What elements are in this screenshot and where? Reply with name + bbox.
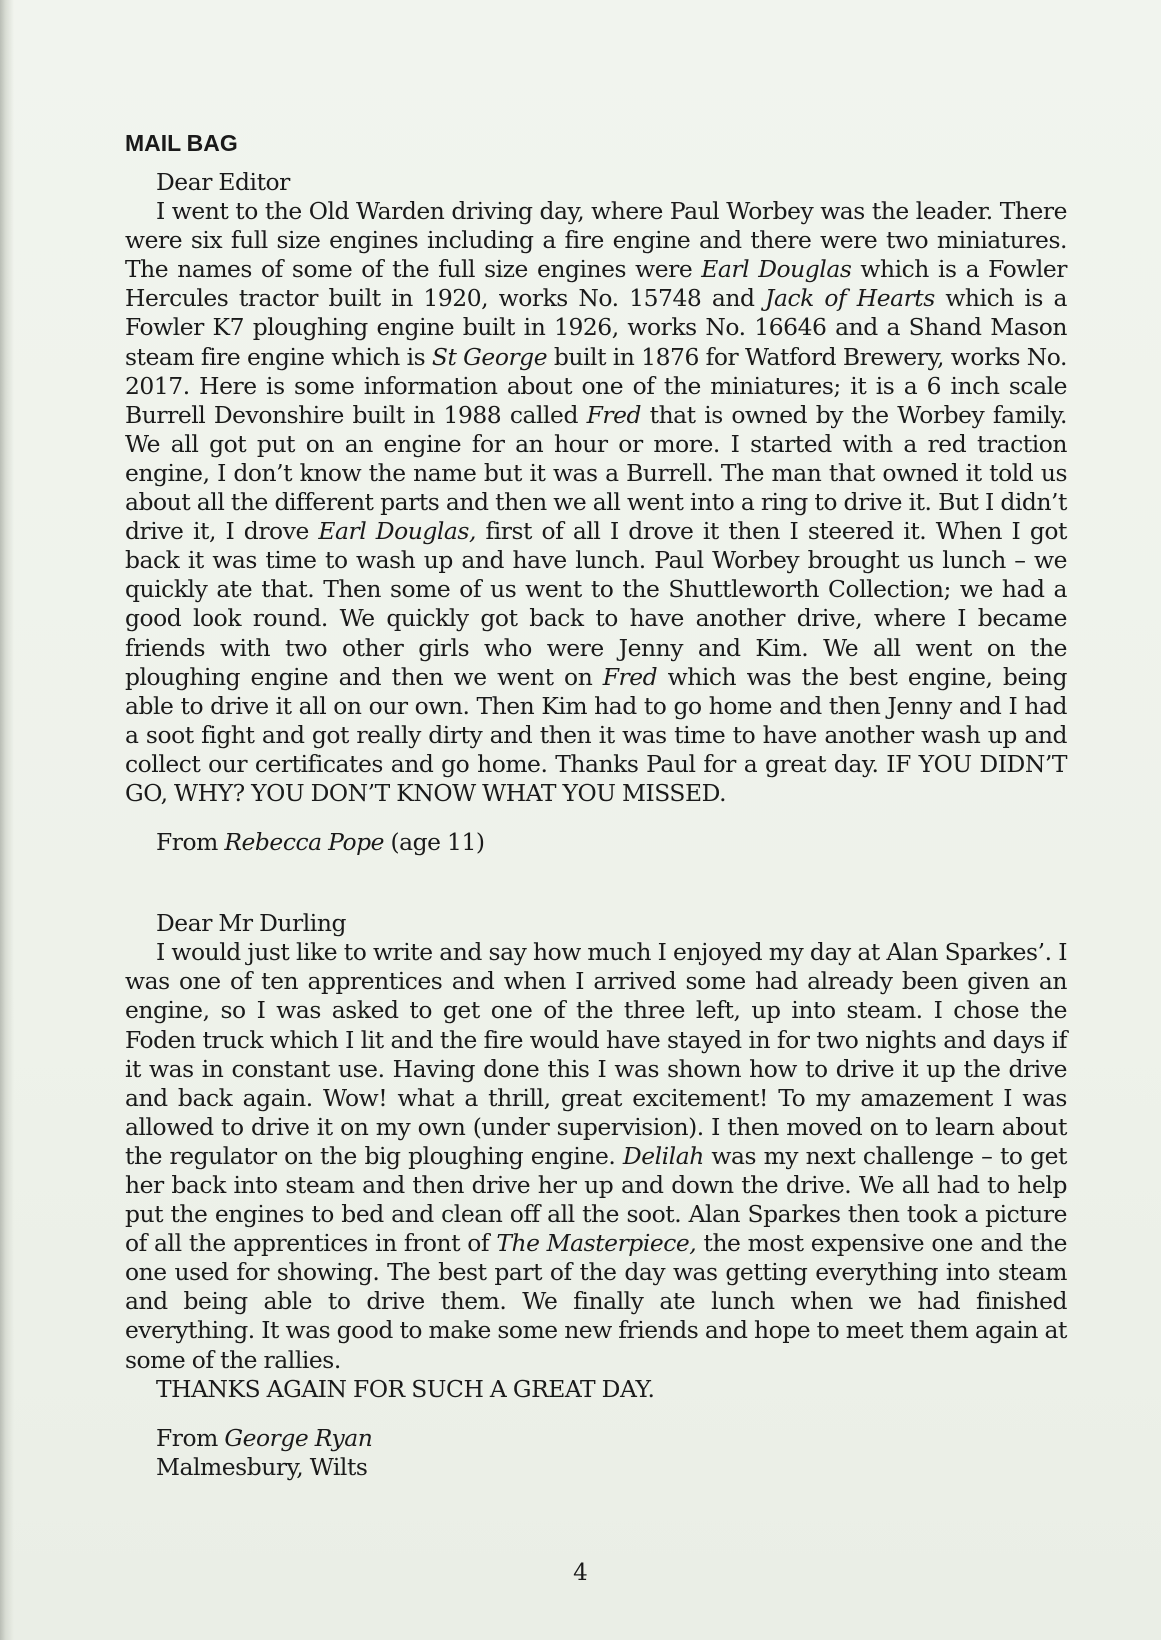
- letter-1: [125, 168, 1067, 857]
- engine-name: St George: [431, 342, 548, 371]
- section-heading: MAIL BAG: [125, 130, 238, 156]
- page-edge-shadow: [0, 0, 14, 1640]
- author-location: Malmesbury, Wilts: [156, 1452, 368, 1481]
- engine-name: The Masterpiece,: [496, 1229, 697, 1258]
- letter-1-text: built in 1876 for Watford Brewery, works No. 2017. Here is some information about one of the miniatures; it is a 6 inch scale Burrell Devonshire built in 1988 called: [125, 342, 1067, 429]
- letter-1-body: [125, 197, 1067, 808]
- page-number: 4: [573, 1560, 588, 1586]
- letter-1-text: which was the best engine, being able to drive it all on our own. Then Kim had to go home and then Jenny and I had a soot fight and got really dirty and then it was time to have another wash up and collect our certificates and go home. Thanks Paul for a great day. IF YOU DIDN’T GO, WHY? YOU DON’T KNOW WHAT YOU MISSED.: [125, 662, 1068, 807]
- letter-2-text: the most expensive one and the one used for showing. The best part of the day was getting everything into steam and being able to drive them. We finally ate lunch when we had finished everything. It was good to make some new friends and hope to meet them again at some of the rallies.: [125, 1229, 1067, 1374]
- engine-name: Fred: [586, 400, 642, 429]
- engine-name: Earl Douglas: [701, 255, 852, 284]
- author-age: (age 11): [384, 828, 485, 857]
- letter-1-signature: [125, 828, 1067, 857]
- letter-1-salutation: Dear Editor: [156, 168, 290, 196]
- letter-2-signature: [125, 1424, 1067, 1453]
- letter-2-closing: THANKS AGAIN FOR SUCH A GREAT DAY.: [156, 1374, 655, 1403]
- letter-1-text: I went to the Old Warden driving day, where Paul Worbey was the leader. There were six full size engines including a fire engine and there were two miniatures. The names of some of the full size engines were: [125, 197, 1067, 284]
- letter-2-text: I would just like to write and say how much I enjoyed my day at Alan Sparkes’. I was one of ten apprentices and when I arrived some had already been given an engine, so I was asked to get one of the three left, up into steam. I chose the Foden truck which I lit and the fire would have stayed in for two nights and days if it was in constant use. Having done this I was shown how to drive it up the drive and back again. Wow! what a thrill, great excitement! To my amazement I was allowed to drive it on my own (under supervision). I then moved on to learn about the regulator on the big ploughing engine.: [125, 938, 1067, 1170]
- engine-name: Jack of Hearts: [765, 284, 935, 313]
- article: [125, 128, 1067, 1482]
- author-name: Rebecca Pope: [224, 828, 384, 857]
- engine-name: Fred: [602, 662, 658, 691]
- signature-prefix: From: [156, 1423, 225, 1452]
- letter-2-salutation: Dear Mr Durling: [156, 909, 346, 938]
- letter-2: [125, 909, 1067, 1482]
- letter-1-text: which is a Fowler Hercules tractor built in 1920, works No. 15748 and: [125, 255, 1067, 313]
- letter-2-body: [125, 938, 1067, 1374]
- author-name: George Ryan: [224, 1423, 373, 1452]
- letter-1-text: which is a Fowler K7 ploughing engine built in 1926, works No. 16646 and a Shand Mason steam fire engine which is: [125, 284, 1067, 371]
- letter-1-text: that is owned by the Worbey family. We all got put on an engine for an hour or more. I started with a red traction engine, I don’t know the name but it was a Burrell. The man that owned it told us about all the different parts and then we all went into a ring to drive it. But I didn’t drive it, I drove: [125, 400, 1068, 546]
- letter-2-text: was my next challenge – to get her back into steam and then drive her up and down the drive. We all had to help put the engines to bed and clean off all the soot. Alan Sparkes then took a picture of all the apprentices in front of: [125, 1141, 1067, 1258]
- letter-1-text: first of all I drove it then I steered it. When I got back it was time to wash up and have lunch. Paul Worbey brought us lunch – we quickly ate that. Then some of us went to the Shuttleworth Collection; we had a good look round. We quickly got back to have another drive, where I became friends with two other girls who were Jenny and Kim. We all went on the ploughing engine and then we went on: [125, 517, 1067, 691]
- signature-prefix: From: [156, 828, 225, 857]
- engine-name: Delilah: [622, 1141, 704, 1170]
- engine-name: Earl Douglas,: [318, 517, 476, 546]
